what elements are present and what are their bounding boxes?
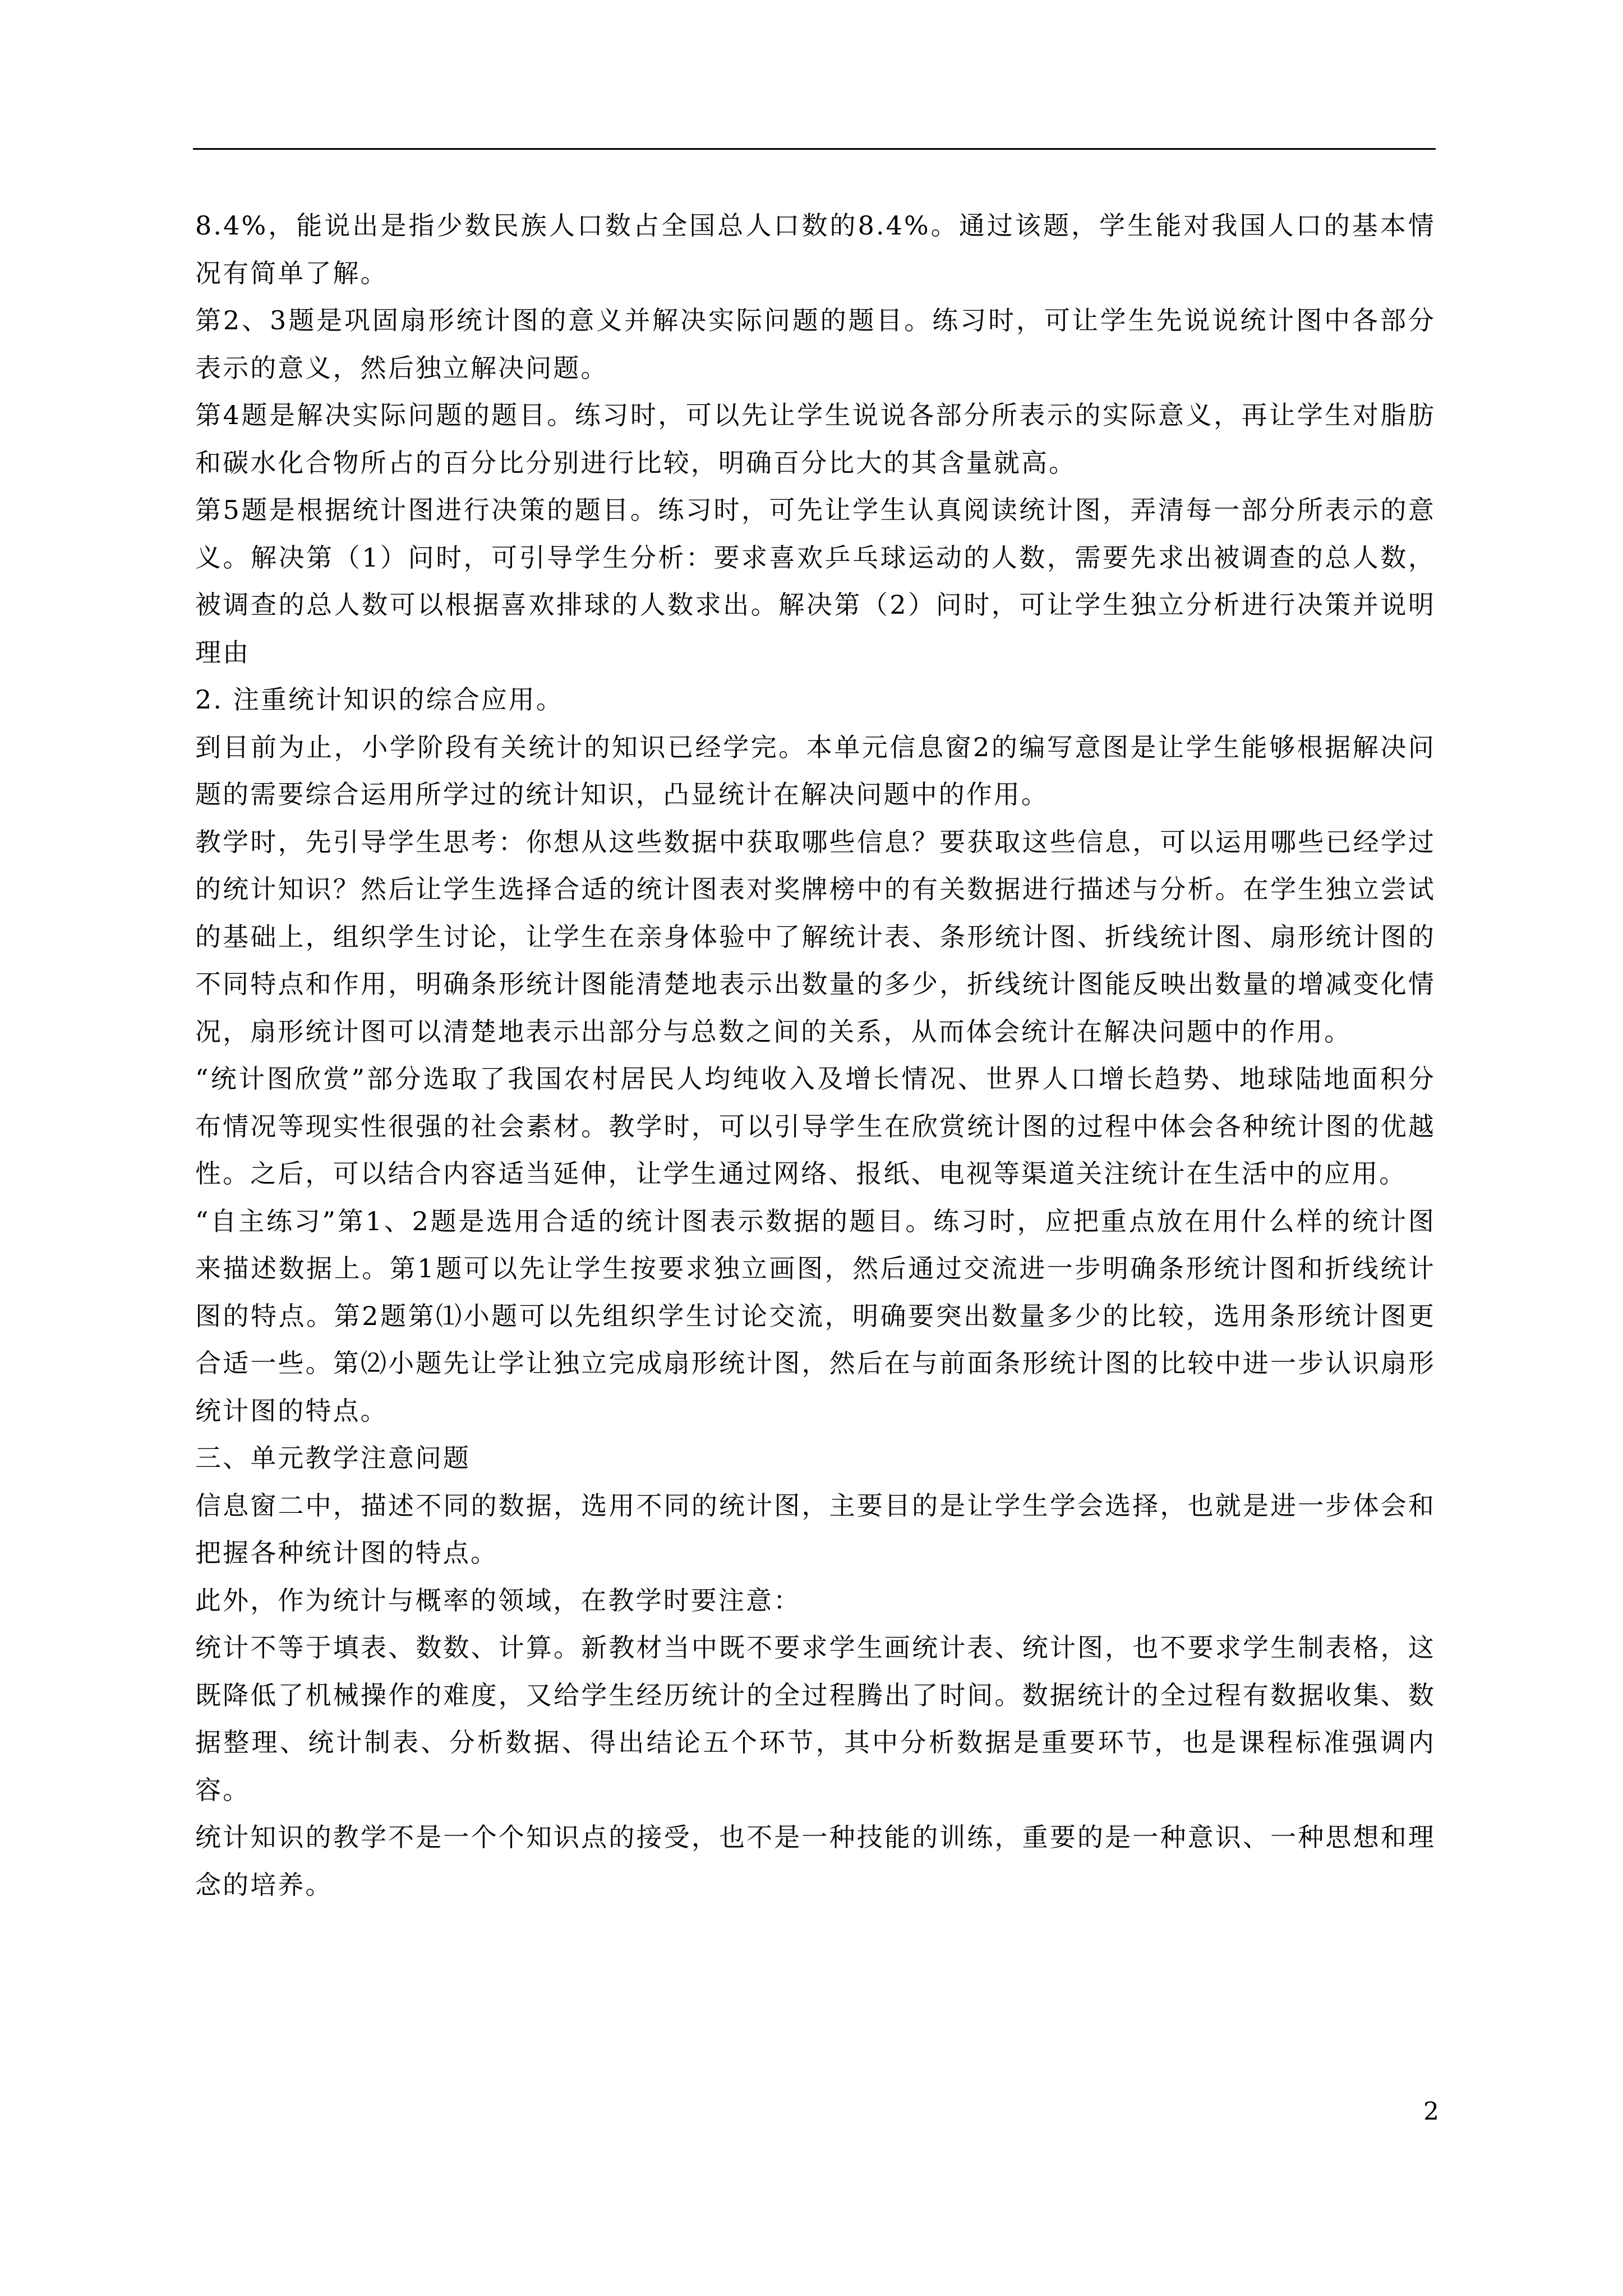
body-text: [195, 202, 1436, 1908]
paragraph: 统计知识的教学不是一个个知识点的接受，也不是一种技能的训练，重要的是一种意识、一种思想和理念的培养。: [195, 1822, 1436, 1900]
paragraph: 此外，作为统计与概率的领域，在教学时要注意：: [195, 1585, 801, 1616]
paragraph: 统计不等于填表、数数、计算。新教材当中既不要求学生画统计表、统计图，也不要求学生制表格，这既降低了机械操作的难度，又给学生经历统计的全过程腾出了时间。数据统计的全过程有数据收集、数据整理、统计制表、分析数据、得出结论五个环节，其中分析数据是重要环节，也是课程标准强调内容。: [195, 1632, 1436, 1805]
paragraph: “自主练习”第1、2题是选用合适的统计图表示数据的题目。练习时，应把重点放在用什么样的统计图来描述数据上。第1题可以先让学生按要求独立画图，然后通过交流进一步明确条形统计图和折线统计图的特点。第2题第⑴小题可以先组织学生讨论交流，明确要突出数量多少的比较，选用条形统计图更合适一些。第⑵小题先让学让独立完成扇形统计图，然后在与前面条形统计图的比较中进一步认识扇形统计图的特点。: [195, 1205, 1436, 1426]
paragraph: 8.4%，能说出是指少数民族人口数占全国总人口数的8.4%。通过该题，学生能对我国人口的基本情况有简单了解。: [195, 210, 1436, 288]
paragraph: 教学时，先引导学生思考：你想从这些数据中获取哪些信息？要获取这些信息，可以运用哪些已经学过的统计知识？然后让学生选择合适的统计图表对奖牌榜中的有关数据进行描述与分析。在学生独立尝试的基础上，组织学生讨论，让学生在亲身体验中了解统计表、条形统计图、折线统计图、扇形统计图的不同特点和作用，明确条形统计图能清楚地表示出数量的多少，折线统计图能反映出数量的增减变化情况，扇形统计图可以清楚地表示出部分与总数之间的关系，从而体会统计在解决问题中的作用。: [195, 826, 1436, 1047]
paragraph: 第4题是解决实际问题的题目。练习时，可以先让学生说说各部分所表示的实际意义，再让学生对脂肪和碳水化合物所占的百分比分别进行比较，明确百分比大的其含量就高。: [195, 400, 1436, 478]
section-heading: 2. 注重统计知识的综合应用。: [195, 684, 564, 715]
paragraph: 到目前为止，小学阶段有关统计的知识已经学完。本单元信息窗2的编写意图是让学生能够根据解决问题的需要综合运用所学过的统计知识，凸显统计在解决问题中的作用。: [195, 731, 1436, 809]
paragraph: 第5题是根据统计图进行决策的题目。练习时，可先让学生认真阅读统计图，弄清每一部分所表示的意义。解决第（1）问时，可引导学生分析：要求喜欢乒乓球运动的人数，需要先求出被调查的总人数，被调查的总人数可以根据喜欢排球的人数求出。解决第（2）问时，可让学生独立分析进行决策并说明理由: [195, 495, 1436, 668]
paragraph: 第2、3题是巩固扇形统计图的意义并解决实际问题的题目。练习时，可让学生先说说统计图中各部分表示的意义，然后独立解决问题。: [195, 305, 1436, 383]
paragraph: “统计图欣赏”部分选取了我国农村居民人均纯收入及增长情况、世界人口增长趋势、地球陆地面积分布情况等现实性很强的社会素材。教学时，可以引导学生在欣赏统计图的过程中体会各种统计图的优越性。之后，可以结合内容适当延伸，让学生通过网络、报纸、电视等渠道关注统计在生活中的应用。: [195, 1064, 1436, 1189]
page-number: 2: [1423, 2097, 1439, 2126]
paragraph: 信息窗二中，描述不同的数据，选用不同的统计图，主要目的是让学生学会选择，也就是进一步体会和把握各种统计图的特点。: [195, 1490, 1436, 1568]
section-heading: 三、单元教学注意问题: [195, 1443, 471, 1473]
header-rule: [193, 148, 1436, 150]
